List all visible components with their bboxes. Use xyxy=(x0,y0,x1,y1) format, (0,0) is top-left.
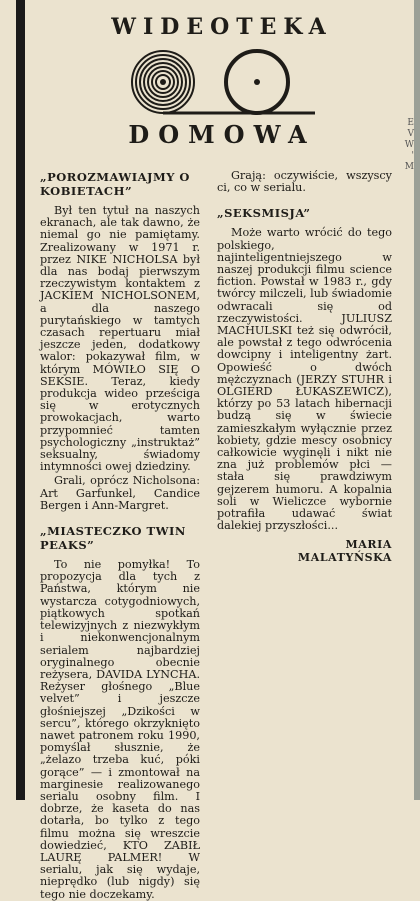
left-column-rule xyxy=(16,0,25,800)
article-heading: „MIASTECZKO TWIN PEAKS” xyxy=(40,524,186,553)
page-edge xyxy=(414,0,420,800)
masthead xyxy=(36,0,408,158)
article-paragraph: Grali, oprócz Nicholsona: Art Garfunkel, Candice Bergen i Ann-Margret. xyxy=(40,474,200,512)
video-reels-logo-icon xyxy=(129,48,315,116)
edge-fragment: ' xyxy=(411,151,414,161)
column-left xyxy=(40,170,200,901)
edge-fragment: E xyxy=(407,118,414,128)
article-paragraph: Był ten tytuł na naszych ekranach, ale tak dawno, że niemal go nie pamiętamy. Zrealizowany w 1971 r. przez NIKE NICHOLSA był dla nas bodaj pierwszym rzeczywistym kontaktem z JACKIEM NICHOLSONEM, a dla naszego purytańskiego w tamtych czasach repertuaru miał jeszcze jeden, dodatkowy walor: pokazywał film, w którym MÓWIŁO SIĘ O SEKSIE. Teraz, kiedy produkcja wideo prześciga się w erotycznych prowokacjach, warto przypomnieć tamten psychologiczny „instruktaż” seksualny, świadomy intymności owej dziedziny. xyxy=(40,204,200,474)
article-heading: „POROZMAWIAJMY O KOBIETACH” xyxy=(40,170,190,198)
author-byline xyxy=(217,538,392,564)
column-right xyxy=(217,170,392,564)
edge-fragment: W xyxy=(404,140,414,150)
edge-fragment: V xyxy=(407,129,414,139)
article-paragraph: To nie pomyłka! To propozycja dla tych z Państwa, którym nie wystarcza cotygodniowych, piątkowych spotkań telewizyjnych z niezwykłym i niekonwencjonalnym serialem najbardziej oryginalnego obecnie reżysera, DAVIDA LYNCHA. Reżyser głośnego „Blue velvet” i jeszcze głośniejszej „Dzikości w sercu”, którego okrzyknięto nawet patronem roku 1990, pomyślał słusznie, że „żelazo trzeba kuć, póki gorące” — i zmontował na marginesie realizowanego serialu osobny film. I dobrze, że kaseta do nas dotarła, bo tylko z tego filmu można się wreszcie dowiedzieć, KTO ZABIŁ LAURĘ PALMER! W serialu, jak się wydaje, nieprędko (lub nigdy) się tego nie doczekamy. xyxy=(40,558,200,901)
author-first-name: MARIA xyxy=(345,538,392,552)
article-paragraph: Może warto wrócić do tego polskiego, najinteligentniejszego w naszej produkcji filmu science fiction. Powstał w 1983 r., gdy twórcy milczeli, lub świadomie odwracali się od rzeczywistości. JULIUSZ MACHULSKI też się odwrócił, ale powstał z tego odwrócenia dowcipny i inteligentny żart. Opowieść o dwóch mężczyznach (JERZY STUHR i OLGIERD ŁUKASZEWICZ), którzy po 53 latach hibernacji budzą się w świecie zamieszkałym wyłącznie przez kobiety, gdzie mescy osobnicy całkowicie wyginęli i nikt nie zna już problemów płci — stała się prawdziwym gejzerem humoru. A kopalnia soli w Wieliczce wybornie potrafiła udawać świat dalekiej przyszłości... xyxy=(217,226,392,533)
article-heading: „SEKSMISJA” xyxy=(217,206,311,221)
edge-fragment: M xyxy=(404,162,414,172)
masthead-title-bottom: DOMOWA xyxy=(128,120,316,149)
article-paragraph: Grają: oczywiście, wszyscy ci, co w serialu. xyxy=(217,169,392,195)
masthead-title-top: WIDEOTEKA xyxy=(111,14,333,40)
author-last-name: MALATYŃSKA xyxy=(297,551,392,565)
